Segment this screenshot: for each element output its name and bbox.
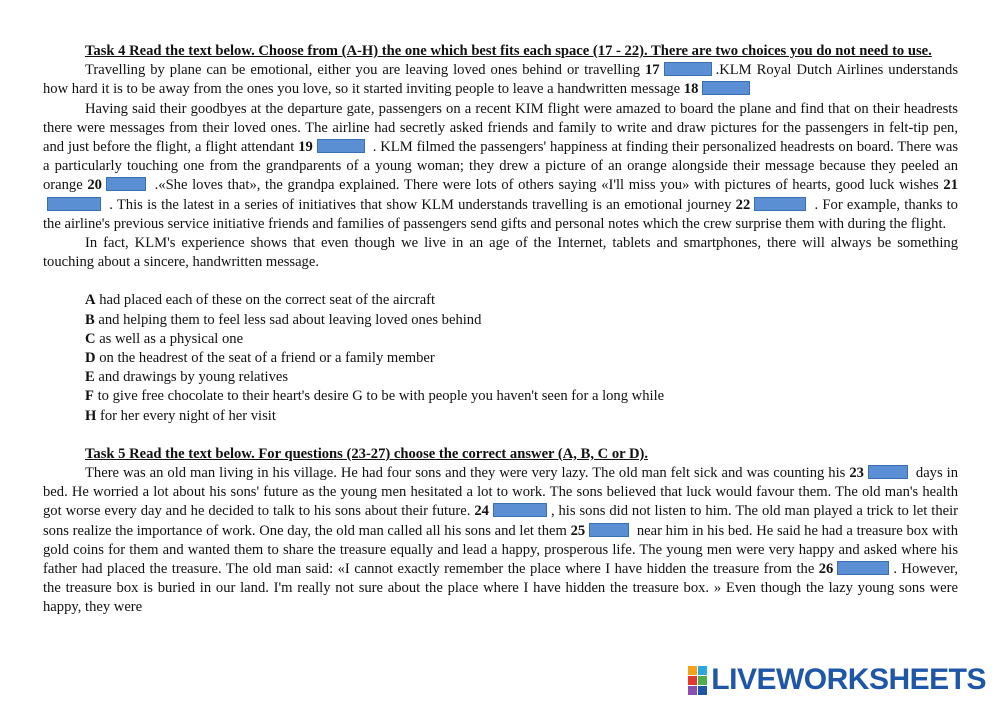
question-number-18: 18: [683, 81, 699, 98]
question-number-26: 26: [818, 561, 834, 578]
question-number-21: 21: [943, 177, 958, 194]
option-f: [85, 387, 958, 406]
option-text: to give free chocolate to their heart's desire G to be with people you haven't seen for a long while: [97, 388, 665, 405]
text-run: Travelling by plane can be emotional, either you are leaving loved ones behind or travelling: [85, 62, 640, 79]
worksheet-page: [43, 42, 958, 618]
answer-blank-17[interactable]: [664, 62, 712, 76]
task4-paragraph-2: [43, 100, 958, 234]
text-run: . This is the latest in a series of initiatives that show KLM understands travelling is an emotional journey: [109, 196, 732, 213]
answer-blank-26[interactable]: [837, 561, 889, 575]
logo-square: [698, 676, 707, 685]
answer-blank-20[interactable]: [106, 177, 146, 191]
option-letter: E: [85, 369, 95, 386]
question-number-24: 24: [474, 503, 489, 520]
option-text: had placed each of these on the correct seat of the aircraft: [99, 292, 436, 309]
option-letter: B: [85, 311, 95, 328]
text-run: . KLM filmed the passengers' happiness at finding their personalized headrests on board. There was a particularly touching one from the grandparents of a young woman; they drew a picture of an orange alongside their message because they peeled an orange: [43, 139, 958, 194]
task4-paragraph-3: In fact, KLM's experience shows that even though we live in an age of the Internet, tablets and smartphones, there will always be something touching about a sincere, handwritten message.: [43, 235, 958, 271]
question-number-17: 17: [644, 62, 660, 79]
liveworksheets-logo: [688, 663, 986, 697]
logo-square: [698, 666, 707, 675]
option-e: [85, 368, 958, 387]
text-run: .«She loves that», the grandpa explained. There were lots of others saying «I'll miss you» with pictures of hearts, good luck wishes: [154, 177, 939, 194]
option-letter: H: [85, 407, 97, 424]
task4-title-paragraph: [43, 42, 958, 61]
question-number-20: 20: [87, 177, 102, 194]
answer-blank-24[interactable]: [493, 503, 547, 517]
task5-title: Task 5 Read the text below. For questions (23-27) choose the correct answer (A, B, C or D).: [85, 445, 649, 462]
text-run: There was an old man living in his village. He had four sons and they were very lazy. The old man felt sick and was counting his: [85, 465, 846, 482]
logo-wordmark: LIVEWORKSHEETS: [711, 663, 986, 696]
option-text: on the headrest of the seat of a friend or a family member: [99, 350, 435, 367]
question-number-23: 23: [849, 465, 864, 482]
option-text: for her every night of her visit: [100, 407, 276, 424]
answer-blank-25[interactable]: [589, 523, 629, 537]
answer-blank-19[interactable]: [317, 139, 365, 153]
logo-square: [698, 686, 707, 695]
logo-square: [688, 686, 697, 695]
option-c: [85, 330, 958, 349]
option-text: and drawings by young relatives: [98, 369, 289, 386]
question-number-22: 22: [735, 196, 751, 213]
text-run: Having said their goodbyes at the departure gate, passengers on a recent KIM flight were amazed to board the plane and find that on their headrests there were messages from their loved ones. The airline had secretly asked friends and family to write and draw pictures for the passengers in felt-tip pen, and just before the flight, a flight attendant: [43, 100, 958, 156]
option-text: and helping them to feel less sad about leaving loved ones behind: [98, 311, 482, 328]
answer-blank-22[interactable]: [754, 197, 806, 211]
task5-title-paragraph: [43, 445, 958, 464]
logo-mark-icon: [688, 666, 707, 695]
text-run: . For example, thanks to the airline's previous service initiative friends and families of passengers send gifts and personal notes which the crew surprise them with during the flight.: [43, 196, 958, 232]
question-number-19: 19: [298, 139, 313, 156]
answer-blank-23[interactable]: [868, 465, 908, 479]
text-run: near him in his bed. He said he had a treasure box with gold coins for them and wanted them to share the treasure equally and lead a happy, prosperous life. The young men were very happy and asked where his father had placed the treasure. The old man said: «I cannot exactly remember the place where I have hidden the treasure from the: [43, 522, 958, 578]
task5-paragraph-1: [43, 464, 958, 618]
option-d: [85, 349, 958, 368]
option-letter: D: [85, 350, 96, 367]
question-number-25: 25: [570, 522, 586, 539]
option-letter: F: [85, 388, 94, 405]
task4-title: Task 4 Read the text below. Choose from (A-H) the one which best fits each space (17 - 22). There are two choices you do not need to use.: [85, 43, 932, 59]
text-run: days in bed. He worried a lot about his sons' future as the young men hesitated a lot to work. The sons believed that luck would favour them. The old man's health got worse every day and he decided to talk to his sons about their future.: [43, 465, 958, 520]
text-run: . However, the treasure box is buried in our land. I'm really not sure about the place where I have hidden the treasure box. » Even though the lazy young sons were happy, they were: [43, 561, 958, 616]
text-run: , his sons did not listen to him. The old man played a trick to let their sons realize the importance of work. One day, the old man called all his sons and let them: [43, 503, 959, 539]
task4-options-list: [85, 291, 958, 425]
option-text: as well as a physical one: [99, 330, 244, 347]
option-a: [85, 291, 958, 310]
option-b: [85, 311, 958, 330]
option-h: [85, 407, 958, 426]
answer-blank-18[interactable]: [702, 81, 750, 95]
task4-paragraph-1: [43, 61, 958, 99]
option-letter: C: [85, 330, 96, 347]
logo-square: [688, 666, 697, 675]
text-run: .KLM Royal Dutch Airlines understands how hard it is to be away from the ones you love, so it started inviting people to leave a handwritten message: [43, 62, 959, 98]
logo-square: [688, 676, 697, 685]
option-letter: A: [85, 292, 96, 309]
answer-blank-21[interactable]: [47, 197, 101, 211]
